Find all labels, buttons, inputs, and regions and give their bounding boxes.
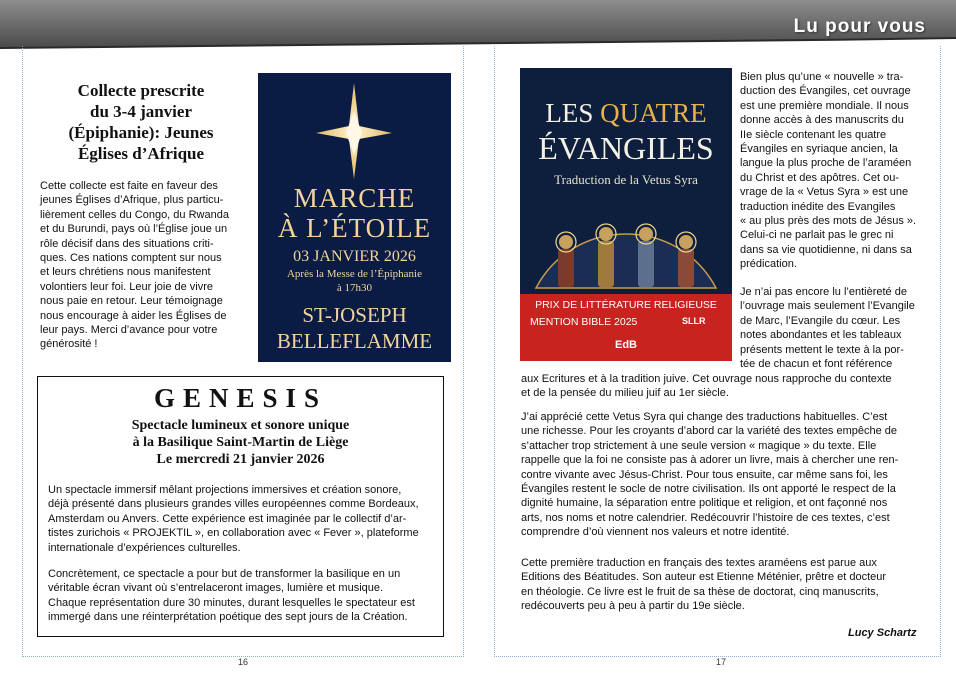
collecte-line: nous paie en retour. Leur témoignage xyxy=(40,295,223,308)
genesis-line: véritable écran vivant où s’entrelaceront images, lumière et musique. xyxy=(48,582,384,595)
book-prize-line1: PRIX DE LITTÉRATURE RELIGIEUSE xyxy=(535,299,717,311)
review-line: en théologie. Ce livre est le fruit de sa thèse de doctorat, cinq manuscrits, xyxy=(521,585,879,598)
book-prize-band xyxy=(520,294,732,361)
genesis-para2 xyxy=(48,567,434,625)
review-line: présents mettent le texte à la por- xyxy=(740,343,904,356)
star-icon xyxy=(314,81,394,181)
review-line: donne accès à des manuscrits du xyxy=(740,114,904,127)
review-line: redécouverts peu à peu à partir du 19e siècle. xyxy=(521,600,745,613)
review-line: rappelle que la foi ne consiste pas à adorer un livre, mais à chercher une ren- xyxy=(521,454,899,467)
review-line: arts, nos noms et notre calendrier. Redécouvrir l’histoire de ces textes, c’est xyxy=(521,511,890,524)
review-line: vrage de la « Vetus Syra » est une xyxy=(740,186,909,199)
review-wide-2 xyxy=(521,410,919,540)
poster-place1: ST-JOSEPH xyxy=(302,303,407,327)
collecte-line: nous encourage à aider les Églises de xyxy=(40,309,227,322)
review-line: dans sa vie quotidienne, ni dans sa xyxy=(740,243,912,256)
review-line: Editions des Béatitudes. Son auteur est Etienne Méténier, prêtre et docteur xyxy=(521,571,887,584)
review-column-2 xyxy=(740,285,920,371)
review-line: langue la plus proche de l’araméen xyxy=(740,157,912,170)
review-line: Je n’ai pas encore lu l’entièreté de xyxy=(740,286,907,298)
poster-sub2: à 17h30 xyxy=(336,282,373,294)
genesis-box xyxy=(37,376,444,637)
collecte-body xyxy=(40,179,240,352)
book-title-les: LES xyxy=(545,98,594,128)
review-line: duction des Évangiles, cet ouvrage xyxy=(740,85,911,98)
collecte-line: et leurs chrétiens nous manifestent xyxy=(40,266,211,279)
genesis-line: Un spectacle immersif mêlant projections immersives et création sonore, xyxy=(48,484,402,496)
sllr-logo: SLLR xyxy=(682,316,706,326)
genesis-para1 xyxy=(48,483,434,555)
review-line: J’ai apprécié cette Vetus Syra qui change des traductions habituelles. C’est xyxy=(521,411,888,423)
poster-sub1: Après la Messe de l’Épiphanie xyxy=(286,268,422,280)
book-cover xyxy=(520,68,732,361)
review-line: l’ouvrage mais seulement l’Evangile xyxy=(740,300,915,313)
collecte-title xyxy=(36,80,246,164)
author-signature: Lucy Schartz xyxy=(848,627,917,639)
genesis-subtitle-line: Spectacle lumineux et sonore unique xyxy=(131,418,350,433)
book-title-line2: ÉVANGILES xyxy=(538,130,714,166)
review-line: contre vivante avec Jésus-Christ. Pour tous ensuite, car même sans foi, les xyxy=(521,468,888,481)
collecte-title-line: (Épiphanie): Jeunes xyxy=(68,123,214,142)
collecte-line: et du Burundi, pays où l’Église joue un xyxy=(40,223,228,236)
page-number-left: 16 xyxy=(238,657,249,667)
review-wide-1 xyxy=(521,372,919,401)
genesis-subtitle-line: à la Basilique Saint-Martin de Liège xyxy=(132,435,349,450)
collecte-title-line: Églises d’Afrique xyxy=(77,144,205,163)
poster-date: 03 JANVIER 2026 xyxy=(293,248,416,265)
review-line: « au plus près des mots de Jésus ». xyxy=(740,215,917,228)
genesis-line: Concrètement, ce spectacle a pour but de transformer la basilique en un xyxy=(48,568,401,580)
review-line: comprendre d’où viennent nos valeurs et notre identité. xyxy=(521,526,790,539)
poster-place2: BELLEFLAMME xyxy=(276,329,433,353)
review-line: tée de chacun et font référence xyxy=(740,358,893,371)
section-title: Lu pour vous xyxy=(793,16,926,37)
genesis-line: déjà présenté dans plusieurs grandes villes européennes comme Bordeaux, xyxy=(48,498,419,511)
collecte-line: volontiers leur foi. Leur joie de vivre xyxy=(40,280,214,293)
collecte-line: Cette collecte est faite en faveur des xyxy=(40,180,218,192)
collecte-line: rôle décisif dans des situations criti- xyxy=(40,237,214,250)
book-subtitle: Traduction de la Vetus Syra xyxy=(554,172,698,187)
genesis-line: Amsterdam ou Anvers. Cette expérience est imaginée par le collectif d’ar- xyxy=(48,512,407,525)
marche-etoile-poster xyxy=(258,73,451,362)
review-line: IIe siècle contenant les quatre xyxy=(740,128,887,141)
book-title-line1 xyxy=(520,98,732,129)
review-wide-3 xyxy=(521,556,919,614)
collecte-line: jeunes Églises d’Afrique, plus particu- xyxy=(40,194,224,207)
poster-line1: MARCHE xyxy=(293,183,416,213)
review-line: Bien plus qu’une « nouvelle » tra- xyxy=(740,71,904,83)
review-line: est une première mondiale. Il nous xyxy=(740,99,909,112)
collecte-title-line: Collecte prescrite xyxy=(77,81,205,100)
collecte-line: générosité ! xyxy=(40,338,98,351)
book-prize-line2: MENTION BIBLE 2025 xyxy=(530,316,638,328)
review-column-1 xyxy=(740,70,920,272)
review-line: Évangiles en syriaque ancien, la xyxy=(740,143,898,156)
review-line: s’attacher trop strictement à une seule version « magique » du texte. Elle xyxy=(521,439,877,452)
review-line: dignité humaine, la séparation entre politique et religion, et ont façonné nos xyxy=(521,497,888,510)
review-line: traduction inédite des Evangiles xyxy=(740,200,896,213)
collecte-title-line: du 3-4 janvier xyxy=(90,102,192,121)
review-line: Cette première traduction en français des textes araméens est parue aux xyxy=(521,557,877,569)
genesis-line: tistes zurichois « PROJEKTIL », en collaboration avec « Fever », plateforme xyxy=(48,527,419,540)
genesis-line: Chaque représentation dure 30 minutes, durant lesquelles le spectateur est xyxy=(48,596,415,609)
genesis-subtitle xyxy=(38,417,443,468)
review-line: du Christ et des apôtres. Cet ou- xyxy=(740,171,899,184)
genesis-subtitle-line: Le mercredi 21 janvier 2026 xyxy=(156,452,325,467)
page-number-right: 17 xyxy=(716,657,727,667)
book-publisher: EdB xyxy=(615,339,637,351)
review-line: notes abondantes et les tableaux xyxy=(740,329,902,342)
collecte-line: lièrement celles du Congo, du Rwanda xyxy=(40,208,229,221)
collecte-line: leur pays. Merci d’avance pour votre xyxy=(40,324,218,337)
collecte-line: ques. Ces nations comptent sur nous xyxy=(40,252,222,265)
poster-line2: À L’ÉTOILE xyxy=(277,213,432,243)
review-line: et de la pensée du milieu juif au 1er siècle. xyxy=(521,387,729,400)
genesis-title: GENESIS xyxy=(153,383,328,413)
genesis-line: immergé dans une réinterprétation poétique des sept jours de la Création. xyxy=(48,611,408,624)
review-line: prédication. xyxy=(740,258,797,271)
review-line: Celui-ci ne parlait pas le grec ni xyxy=(740,229,894,242)
evangelists-illustration xyxy=(534,196,718,292)
genesis-line: internationale d’expériences culturelles. xyxy=(48,541,241,554)
review-line: de Marc, l’Evangile du cœur. Les xyxy=(740,314,901,327)
review-line: aux Ecritures et à la tradition juive. Cet ouvrage nous rapproche du contexte xyxy=(521,373,892,385)
review-line: Évangiles restent le socle de notre civilisation. Ils ont apporté le respect de la xyxy=(521,483,896,496)
book-title-quatre: QUATRE xyxy=(600,98,707,128)
review-line: une richesse. Pour les croyants d’abord car la variété des textes empêche de xyxy=(521,425,898,438)
